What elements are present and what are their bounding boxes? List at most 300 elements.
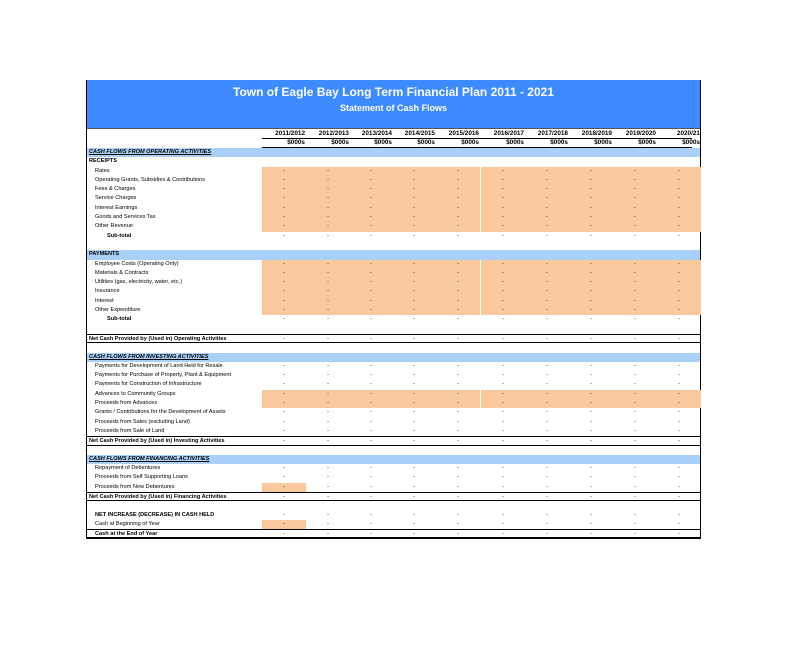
input-cell[interactable]: - [569, 167, 613, 176]
input-cell[interactable]: - [569, 213, 613, 222]
input-cell[interactable]: - [657, 260, 701, 269]
value-cell: - [327, 427, 329, 434]
value-cell: - [413, 427, 415, 434]
value-cell: - [502, 381, 504, 388]
value-cell: - [457, 316, 459, 323]
value-cell: - [546, 474, 548, 481]
input-cell[interactable]: - [481, 222, 525, 231]
input-cell[interactable]: - [525, 306, 569, 315]
input-cell[interactable]: - [262, 204, 306, 213]
column-unit: $000s [287, 139, 305, 146]
value-cell: - [546, 335, 548, 342]
input-cell[interactable]: - [657, 204, 701, 213]
input-cell[interactable]: - [569, 306, 613, 315]
table-row [87, 306, 700, 315]
value-cell: - [370, 418, 372, 425]
input-cell[interactable]: - [306, 287, 350, 296]
section-header-row [87, 353, 700, 362]
input-cell[interactable]: - [657, 297, 701, 306]
input-cell[interactable]: - [436, 222, 480, 231]
value-cell: - [327, 511, 329, 518]
value-cell: - [634, 316, 636, 323]
input-cell[interactable]: - [392, 260, 436, 269]
value-cell: - [283, 511, 285, 518]
table-body [87, 148, 700, 538]
value-cell: - [457, 381, 459, 388]
input-cell[interactable]: - [262, 297, 306, 306]
input-cell[interactable]: - [262, 306, 306, 315]
value-cell: - [370, 493, 372, 500]
value-cell: - [502, 316, 504, 323]
input-cell[interactable]: - [657, 176, 701, 185]
value-cell: - [634, 372, 636, 379]
table-row [87, 194, 700, 203]
value-cell: - [590, 409, 592, 416]
section-header-row [87, 148, 700, 157]
value-cell: - [546, 493, 548, 500]
input-cell[interactable]: - [613, 167, 657, 176]
input-cell[interactable]: - [657, 390, 701, 399]
value-cell: - [457, 418, 459, 425]
input-cell[interactable]: - [436, 278, 480, 287]
value-cell: - [283, 232, 285, 239]
value-cell: - [546, 381, 548, 388]
row-label: Payments for Construction of Infrastructure [95, 381, 202, 388]
table-row [87, 390, 700, 399]
value-cell: - [546, 531, 548, 538]
input-cell[interactable]: - [262, 269, 306, 278]
value-cell: - [283, 381, 285, 388]
input-cell[interactable]: - [392, 297, 436, 306]
row-label: Rates [95, 167, 110, 174]
column-year: 2013/2014 [361, 130, 392, 137]
input-cell[interactable]: - [306, 278, 350, 287]
input-cell[interactable]: - [525, 185, 569, 194]
value-cell: - [678, 409, 680, 416]
value-cell: - [502, 372, 504, 379]
input-cell[interactable]: - [569, 269, 613, 278]
input-cell[interactable]: - [613, 222, 657, 231]
input-cell[interactable]: - [262, 185, 306, 194]
input-cell[interactable]: - [436, 185, 480, 194]
input-cell[interactable]: - [392, 269, 436, 278]
value-cell: - [413, 232, 415, 239]
value-cell: - [413, 381, 415, 388]
input-cell[interactable]: - [657, 185, 701, 194]
value-cell: - [590, 372, 592, 379]
input-cell[interactable]: - [306, 194, 350, 203]
input-cell[interactable]: - [481, 213, 525, 222]
table-row [87, 297, 700, 306]
input-cell[interactable]: - [657, 287, 701, 296]
value-cell: - [327, 531, 329, 538]
row-label: Proceeds from Sales (excluding Land) [95, 418, 190, 425]
input-cell[interactable]: - [569, 297, 613, 306]
table-row [87, 464, 700, 473]
input-cell[interactable]: - [349, 222, 393, 231]
value-cell: - [283, 427, 285, 434]
input-cell[interactable]: - [306, 167, 350, 176]
value-cell: - [678, 418, 680, 425]
value-cell: - [546, 427, 548, 434]
input-cell[interactable]: - [436, 306, 480, 315]
value-cell: - [546, 232, 548, 239]
input-cell[interactable]: - [481, 185, 525, 194]
input-cell[interactable]: - [481, 287, 525, 296]
input-cell[interactable]: - [525, 269, 569, 278]
input-cell[interactable]: - [436, 213, 480, 222]
value-cell: - [370, 372, 372, 379]
row-label: PAYMENTS [89, 251, 120, 258]
value-cell: - [457, 520, 459, 527]
value-cell: - [457, 409, 459, 416]
table-row [87, 362, 700, 371]
value-cell: - [678, 232, 680, 239]
value-cell: - [634, 531, 636, 538]
input-cell[interactable]: - [306, 390, 350, 399]
column-year: 2019/2020 [625, 130, 656, 137]
input-cell[interactable]: - [436, 260, 480, 269]
input-cell[interactable]: - [569, 390, 613, 399]
value-cell: - [590, 493, 592, 500]
value-cell: - [283, 418, 285, 425]
input-cell[interactable]: - [613, 297, 657, 306]
input-cell[interactable]: - [349, 278, 393, 287]
input-cell[interactable]: - [613, 269, 657, 278]
input-cell[interactable]: - [306, 306, 350, 315]
sheet-title: Town of Eagle Bay Long Term Financial Plan 2011 - 2021 [233, 85, 554, 99]
spacer-row [87, 325, 700, 334]
value-cell: - [546, 520, 548, 527]
input-cell[interactable]: - [306, 213, 350, 222]
cash-flow-sheet [86, 80, 701, 539]
input-cell[interactable]: - [613, 287, 657, 296]
table-row [87, 334, 700, 343]
column-year: 2018/2019 [581, 130, 612, 137]
input-cell[interactable]: - [262, 287, 306, 296]
input-cell[interactable]: - [481, 399, 525, 408]
row-label: Sub-total [107, 316, 132, 323]
value-cell: - [590, 335, 592, 342]
input-cell[interactable]: - [306, 176, 350, 185]
row-label: Proceeds from New Debentures [95, 483, 175, 490]
input-cell[interactable]: - [525, 287, 569, 296]
spacer-row [87, 446, 700, 455]
input-cell[interactable]: - [525, 204, 569, 213]
input-cell[interactable]: - [306, 185, 350, 194]
input-cell[interactable]: - [436, 390, 480, 399]
input-cell[interactable]: - [392, 194, 436, 203]
value-cell: - [590, 520, 592, 527]
input-cell[interactable]: - [613, 306, 657, 315]
value-cell: - [634, 438, 636, 445]
input-cell[interactable]: - [657, 306, 701, 315]
input-cell[interactable]: - [306, 297, 350, 306]
value-cell: - [590, 483, 592, 490]
input-cell[interactable]: - [525, 390, 569, 399]
value-cell: - [678, 381, 680, 388]
table-row [87, 222, 700, 231]
value-cell: - [327, 362, 329, 369]
value-cell: - [413, 531, 415, 538]
input-cell[interactable]: - [349, 260, 393, 269]
input-cell[interactable]: - [525, 213, 569, 222]
input-cell[interactable]: - [436, 167, 480, 176]
value-cell: - [634, 362, 636, 369]
table-row [87, 418, 700, 427]
value-cell: - [590, 362, 592, 369]
input-cell[interactable]: - [262, 390, 306, 399]
value-cell: - [678, 438, 680, 445]
value-cell: - [502, 409, 504, 416]
value-cell: - [413, 316, 415, 323]
input-cell[interactable]: - [613, 213, 657, 222]
value-cell: - [327, 465, 329, 472]
value-cell: - [502, 511, 504, 518]
input-cell[interactable]: - [349, 297, 393, 306]
value-cell: - [590, 511, 592, 518]
row-label: Proceeds from Sale of Land [95, 427, 165, 434]
input-cell[interactable]: - [613, 390, 657, 399]
input-cell[interactable]: - [525, 167, 569, 176]
input-cell[interactable]: - [569, 399, 613, 408]
input-cell[interactable]: - [349, 287, 393, 296]
input-cell[interactable]: - [613, 260, 657, 269]
input-cell[interactable]: - [481, 297, 525, 306]
row-label: Insurance [95, 288, 120, 295]
input-cell[interactable]: - [613, 204, 657, 213]
value-cell: - [678, 335, 680, 342]
input-cell[interactable]: - [392, 222, 436, 231]
input-cell[interactable]: - [349, 176, 393, 185]
input-cell[interactable]: - [306, 399, 350, 408]
input-cell[interactable]: - [392, 176, 436, 185]
input-cell[interactable]: - [262, 213, 306, 222]
spacer-row [87, 343, 700, 352]
input-cell[interactable]: - [262, 176, 306, 185]
column-unit: $000s [331, 139, 349, 146]
value-cell: - [457, 232, 459, 239]
input-cell[interactable]: - [349, 167, 393, 176]
input-cell[interactable]: - [436, 269, 480, 278]
row-label: Proceeds from Advances [95, 400, 158, 407]
value-cell: - [457, 531, 459, 538]
section-header-row [87, 157, 700, 166]
input-cell[interactable]: - [569, 204, 613, 213]
value-cell: - [283, 372, 285, 379]
table-row [87, 529, 700, 538]
value-cell: - [327, 372, 329, 379]
value-cell: - [457, 372, 459, 379]
input-cell[interactable]: - [525, 222, 569, 231]
value-cell: - [413, 362, 415, 369]
input-cell[interactable]: - [392, 204, 436, 213]
input-cell[interactable]: - [349, 390, 393, 399]
value-cell: - [634, 409, 636, 416]
section-header-row [87, 250, 700, 259]
input-cell[interactable]: - [262, 194, 306, 203]
input-cell[interactable]: - [657, 167, 701, 176]
input-cell[interactable]: - [481, 176, 525, 185]
input-cell[interactable]: - [349, 194, 393, 203]
row-label: Goods and Services Tax [95, 214, 156, 221]
value-cell: - [590, 465, 592, 472]
value-cell: - [678, 520, 680, 527]
input-cell[interactable]: - [481, 194, 525, 203]
input-cell[interactable]: - [306, 204, 350, 213]
input-cell[interactable]: - [262, 483, 306, 492]
row-label: Net Cash Provided by (Used in) Investing Activities [89, 438, 225, 445]
row-label: RECEIPTS [89, 158, 117, 165]
value-cell: - [502, 232, 504, 239]
input-cell[interactable]: - [481, 278, 525, 287]
input-cell[interactable]: - [436, 399, 480, 408]
input-cell[interactable]: - [262, 222, 306, 231]
value-cell: - [457, 465, 459, 472]
value-cell: - [413, 520, 415, 527]
input-cell[interactable]: - [436, 287, 480, 296]
value-cell: - [370, 335, 372, 342]
value-cell: - [634, 520, 636, 527]
input-cell[interactable]: - [569, 194, 613, 203]
row-label: Payments for Development of Land Held for Resale [95, 362, 223, 369]
input-cell[interactable]: - [525, 260, 569, 269]
input-cell[interactable]: - [657, 269, 701, 278]
table-row [87, 260, 700, 269]
input-cell[interactable]: - [392, 185, 436, 194]
value-cell: - [457, 362, 459, 369]
input-cell[interactable]: - [525, 278, 569, 287]
column-year: 2011/2012 [275, 130, 305, 137]
input-cell[interactable]: - [657, 194, 701, 203]
input-cell[interactable]: - [613, 278, 657, 287]
input-cell[interactable]: - [349, 269, 393, 278]
row-label: Cash at the End of Year [95, 531, 158, 538]
table-row [87, 408, 700, 417]
value-cell: - [502, 427, 504, 434]
table-row [87, 269, 700, 278]
input-cell[interactable]: - [613, 194, 657, 203]
value-cell: - [590, 438, 592, 445]
input-cell[interactable]: - [262, 520, 306, 529]
input-cell[interactable]: - [481, 167, 525, 176]
value-cell: - [327, 493, 329, 500]
value-cell: - [283, 465, 285, 472]
input-cell[interactable]: - [613, 399, 657, 408]
input-cell[interactable]: - [481, 269, 525, 278]
value-cell: - [634, 465, 636, 472]
input-cell[interactable]: - [262, 278, 306, 287]
input-cell[interactable]: - [569, 260, 613, 269]
value-cell: - [413, 493, 415, 500]
value-cell: - [502, 438, 504, 445]
value-cell: - [634, 335, 636, 342]
input-cell[interactable]: - [657, 399, 701, 408]
input-cell[interactable]: - [657, 213, 701, 222]
input-cell[interactable]: - [525, 399, 569, 408]
input-cell[interactable]: - [392, 167, 436, 176]
input-cell[interactable]: - [349, 185, 393, 194]
input-cell[interactable]: - [436, 204, 480, 213]
value-cell: - [502, 474, 504, 481]
input-cell[interactable]: - [392, 287, 436, 296]
input-cell[interactable]: - [481, 260, 525, 269]
input-cell[interactable]: - [569, 222, 613, 231]
input-cell[interactable]: - [306, 269, 350, 278]
input-cell[interactable]: - [349, 399, 393, 408]
input-cell[interactable]: - [481, 204, 525, 213]
input-cell[interactable]: - [349, 306, 393, 315]
value-cell: - [590, 474, 592, 481]
value-cell: - [370, 511, 372, 518]
row-label: Grants / Contributions for the Development of Assets [95, 409, 226, 416]
input-cell[interactable]: - [657, 278, 701, 287]
input-cell[interactable]: - [569, 287, 613, 296]
value-cell: - [370, 409, 372, 416]
input-cell[interactable]: - [569, 278, 613, 287]
input-cell[interactable]: - [306, 222, 350, 231]
value-cell: - [327, 316, 329, 323]
input-cell[interactable]: - [436, 297, 480, 306]
input-cell[interactable]: - [306, 260, 350, 269]
input-cell[interactable]: - [436, 194, 480, 203]
input-cell[interactable]: - [262, 260, 306, 269]
column-header [87, 129, 700, 148]
table-row [87, 315, 700, 324]
input-cell[interactable]: - [392, 399, 436, 408]
input-cell[interactable]: - [525, 176, 569, 185]
table-row [87, 287, 700, 296]
row-label: Utilities (gas, electricity, water, etc.) [95, 279, 182, 286]
value-cell: - [413, 465, 415, 472]
input-cell[interactable]: - [392, 213, 436, 222]
spacer-row [87, 241, 700, 250]
input-cell[interactable]: - [481, 390, 525, 399]
input-cell[interactable]: - [481, 306, 525, 315]
input-cell[interactable]: - [613, 176, 657, 185]
input-cell[interactable]: - [525, 297, 569, 306]
input-cell[interactable]: - [349, 213, 393, 222]
input-cell[interactable]: - [436, 176, 480, 185]
value-cell: - [678, 483, 680, 490]
value-cell: - [457, 335, 459, 342]
input-cell[interactable]: - [613, 185, 657, 194]
table-row [87, 167, 700, 176]
value-cell: - [678, 427, 680, 434]
input-cell[interactable]: - [349, 204, 393, 213]
row-label: Service Charges [95, 195, 137, 202]
input-cell[interactable]: - [525, 194, 569, 203]
input-cell[interactable]: - [262, 167, 306, 176]
input-cell[interactable]: - [392, 278, 436, 287]
value-cell: - [283, 531, 285, 538]
input-cell[interactable]: - [569, 176, 613, 185]
value-cell: - [634, 232, 636, 239]
table-row [87, 380, 700, 389]
input-cell[interactable]: - [392, 390, 436, 399]
value-cell: - [283, 493, 285, 500]
value-cell: - [590, 418, 592, 425]
input-cell[interactable]: - [262, 399, 306, 408]
value-cell: - [370, 381, 372, 388]
value-cell: - [370, 438, 372, 445]
section-header-row [87, 455, 700, 464]
input-cell[interactable]: - [569, 185, 613, 194]
value-cell: - [283, 316, 285, 323]
row-label: Fees & Charges [95, 186, 136, 193]
input-cell[interactable]: - [392, 306, 436, 315]
input-cell[interactable]: - [657, 222, 701, 231]
